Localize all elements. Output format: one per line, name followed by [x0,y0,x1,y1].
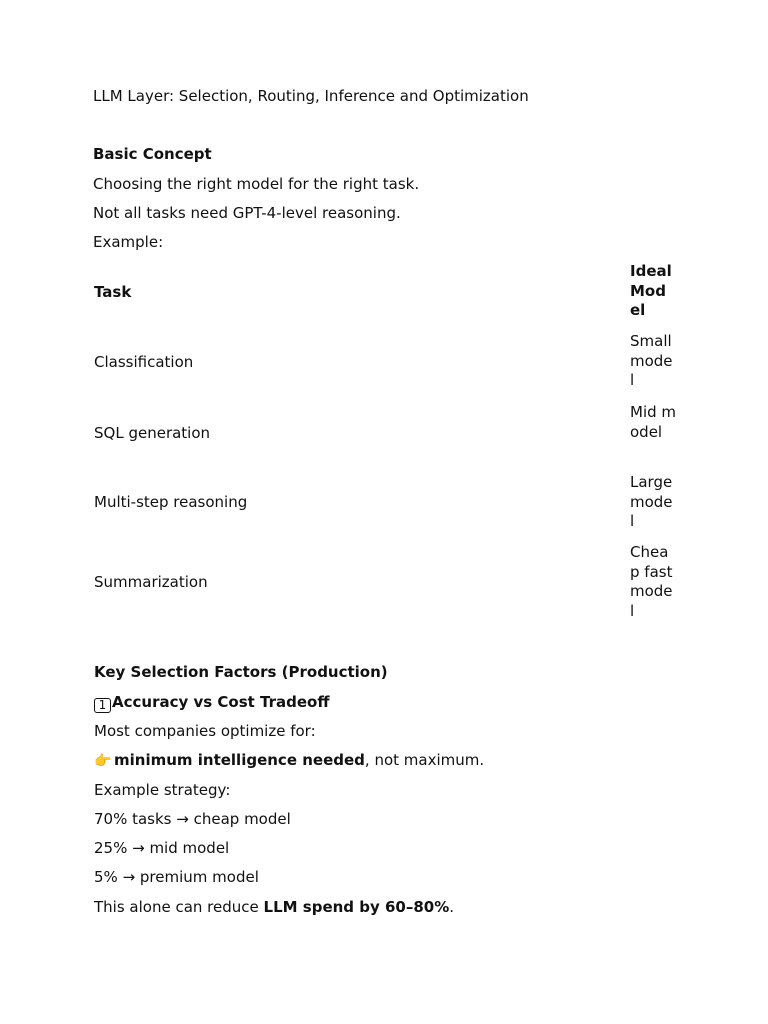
optimize-line: Most companies optimize for: [94,722,316,740]
basic-concept-heading: Basic Concept [93,145,212,163]
strategy-item: 70% tasks → cheap model [94,810,291,828]
strategy-label: Example strategy: [94,781,231,799]
reduce-spend-suffix: . [449,898,455,916]
table-cell-model: Small model [630,332,673,390]
reduce-spend-bold: LLM spend by 60–80% [263,898,450,916]
table-header-task: Task [94,283,132,301]
minimum-intelligence-bold: minimum intelligence needed [114,751,365,769]
minimum-intelligence-line [94,750,484,771]
table-cell-task: Classification [94,353,194,371]
factor-1-title: Accuracy vs Cost Tradeoff [112,693,330,711]
table-cell-model: Large model [630,473,673,531]
table-cell-task: Summarization [94,573,208,591]
selection-factors-heading: Key Selection Factors (Production) [94,663,388,681]
document-title: LLM Layer: Selection, Routing, Inference and Optimization [93,87,529,105]
table-cell-model: Mid model [630,403,677,441]
reduce-spend-line [94,897,454,917]
minimum-intelligence-rest: , not maximum. [364,751,485,769]
factor-1-heading [94,692,330,713]
basic-concept-line-1: Choosing the right model for the right task. [93,175,420,193]
table-cell-task: Multi-step reasoning [94,493,248,511]
strategy-item: 25% → mid model [94,839,230,857]
table-cell-model: Cheap fast model [630,543,673,621]
example-label: Example: [93,233,164,251]
pointing-hand-icon: 👉 [94,753,112,769]
table-cell-task: SQL generation [94,424,211,442]
keycap-number-1-icon: 1 [94,698,111,713]
basic-concept-line-2: Not all tasks need GPT-4-level reasoning. [93,204,401,222]
strategy-item: 5% → premium model [94,868,259,886]
table-header-model: Ideal Model [630,262,672,320]
reduce-spend-prefix: This alone can reduce [94,898,264,916]
